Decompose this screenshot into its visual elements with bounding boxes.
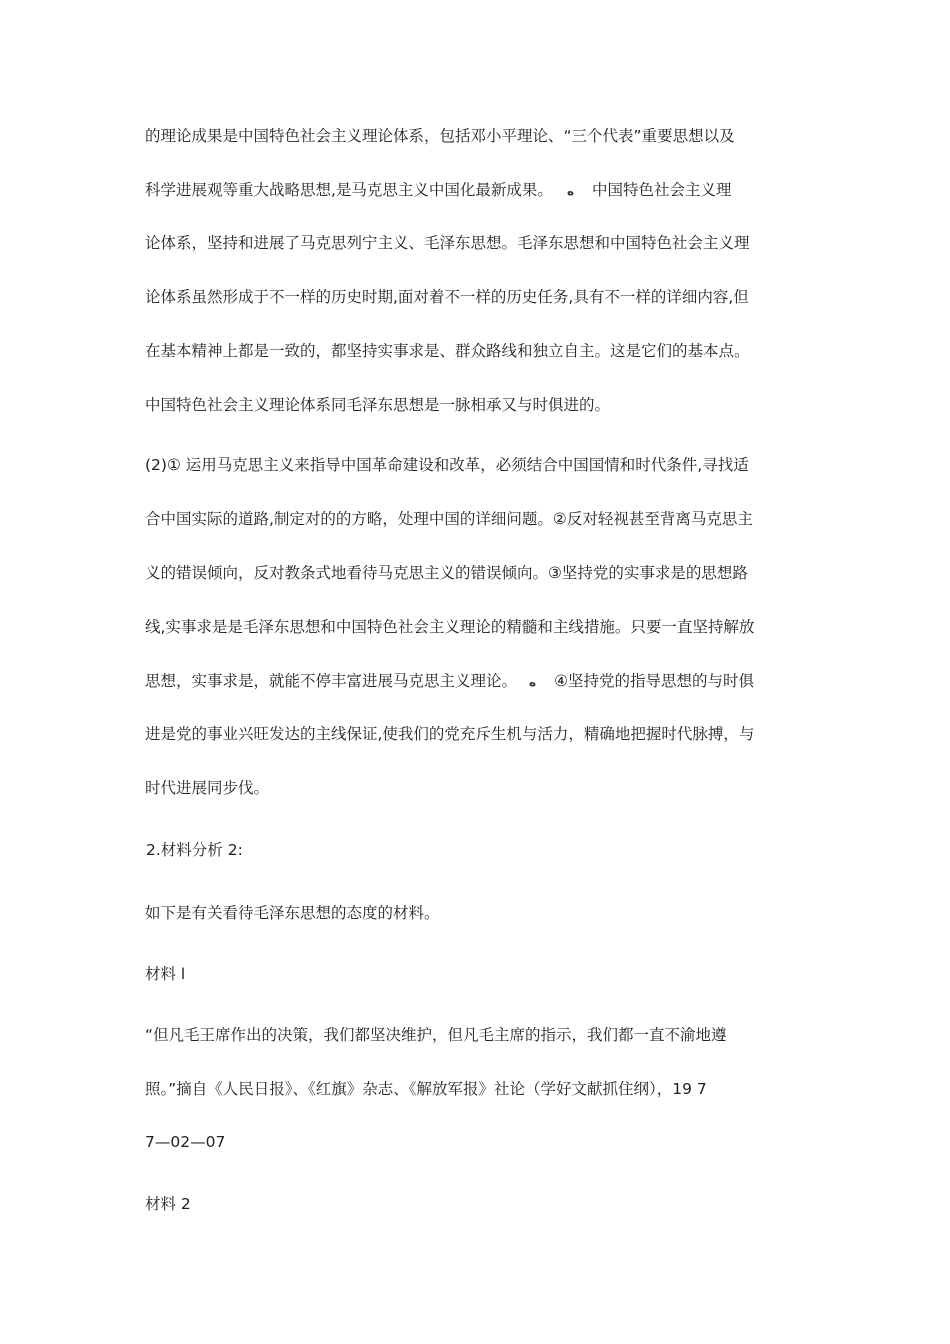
text-line-13: 时代进展同步伐。 <box>145 779 270 797</box>
section-heading: 2.材料分析 2: <box>146 841 243 859</box>
text-line-6: 中国特色社会主义理论体系同毛泽东思想是一脉相承又与时俱进的。 <box>145 396 611 414</box>
material-label-2: 材料 2 <box>145 1195 191 1213</box>
text-line-11 <box>145 671 754 692</box>
text-line-2-part-b: 中国特色社会主义理 <box>592 181 732 199</box>
quote-line-2: 照。”摘自《人民日报》、《红旗》杂志、《解放军报》社论（学好文献抓住纲），19 7 <box>145 1080 707 1098</box>
text-line-2 <box>145 180 732 201</box>
text-line-4: 论体系虽然形成于不一样的历史时期,面对着不一样的历史任务,具有不一样的详细内容,但 <box>145 288 749 306</box>
text-line-14: 如下是有关看待毛泽东思想的态度的材料。 <box>145 904 440 922</box>
text-line-10: 线,实事求是是毛泽东思想和中国特色社会主义理论的精髓和主线措施。只要一直坚持解放 <box>145 618 755 636</box>
text-line-2-part-a: 科学进展观等重大战略思想,是马克思主义中国化最新成果。 <box>145 181 553 199</box>
text-line-3: 论体系，坚持和进展了马克思列宁主义、毛泽东思想。毛泽东思想和中国特色社会主义理 <box>145 234 750 252</box>
text-line-11-part-b: ④坚持党的指导思想的与时俱 <box>554 672 755 690</box>
text-line-8: 合中国实际的道路,制定对的的方略，处理中国的详细问题。②反对轻视甚至背离马克思主 <box>145 510 753 528</box>
paragraph-marker-icon: ه <box>529 675 537 689</box>
material-label-1: 材料 l <box>145 965 186 983</box>
quote-line-3: 7—02—07 <box>145 1133 226 1151</box>
quote-line-1: “但凡毛王席作出的决策，我们都坚决维护，但凡毛主席的指示，我们都一直不渝地遵 <box>145 1026 727 1044</box>
text-line-12: 进是党的事业兴旺发达的主线保证,使我们的党充斥生机与活力，精确地把握时代脉搏，与 <box>145 725 755 743</box>
text-line-11-part-a: 思想，实事求是，就能不停丰富进展马克思主义理论。 <box>145 672 518 690</box>
paragraph-marker-icon: ه <box>566 184 575 198</box>
text-line-1: 的理论成果是中国特色社会主义理论体系，包括邓小平理论、“三个代表”重要思想以及 <box>145 127 735 145</box>
text-line-9: 义的错误倾向，反对教条式地看待马克思主义的错误倾向。③坚持党的实事求是的思想路 <box>145 564 748 582</box>
text-line-7: (2)① 运用马克思主义来指导中国革命建设和改革，必须结合中国国情和时代条件,寻找适 <box>145 456 749 474</box>
text-line-5: 在基本精神上都是一致的，都坚持实事求是、群众路线和独立自主。这是它们的基本点。 <box>145 342 750 360</box>
